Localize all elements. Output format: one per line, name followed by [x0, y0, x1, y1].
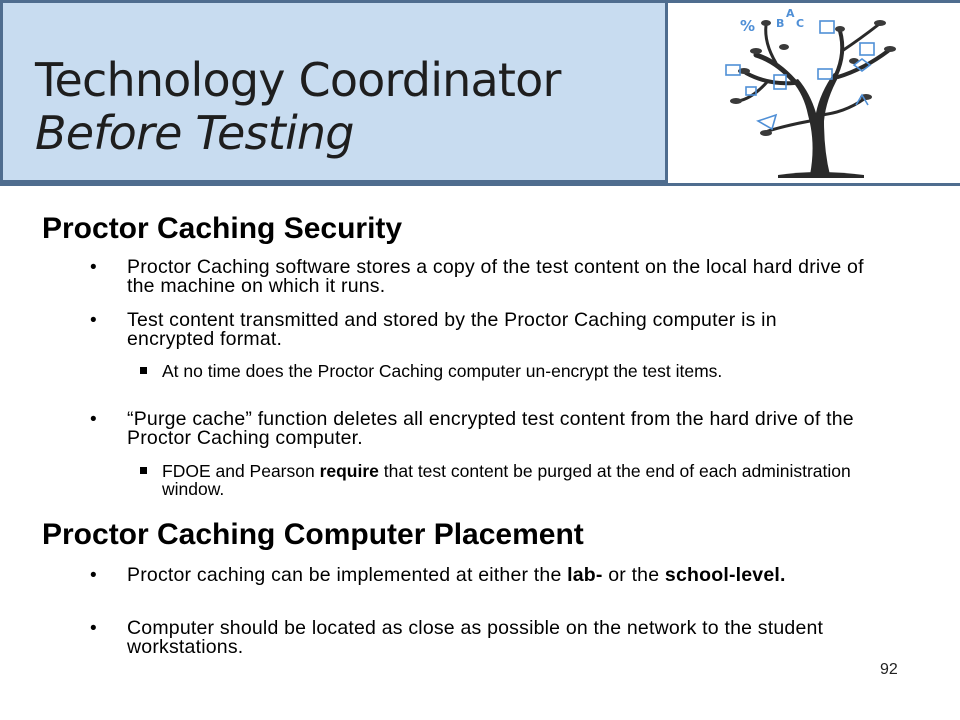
bullet-item [127, 566, 867, 585]
bullet-text: or the [602, 564, 665, 586]
bullet-item: • Proctor Caching software stores a copy of the test content on the local hard drive of the machine on which it runs. [127, 258, 867, 296]
bullet-item: • Test content transmitted and stored by the Proctor Caching computer is in encrypted format. [127, 311, 867, 349]
svg-text:A: A [786, 7, 795, 20]
bullet-item: • “Purge cache” function deletes all encrypted test content from the hard drive of the Proctor Caching computer. [127, 410, 867, 448]
bullet-emphasis: lab- [567, 564, 603, 586]
sub-bullet-item [162, 462, 862, 498]
sub-bullet-text: that test content be purged at the end of each administration window. [162, 461, 851, 499]
svg-text:C: C [796, 17, 805, 30]
bullet-emphasis: school-level. [664, 564, 786, 586]
slide-header [0, 0, 960, 186]
slide-title: Technology Coordinator [35, 53, 561, 107]
education-tree-icon [668, 3, 960, 186]
svg-text:B: B [776, 17, 785, 30]
page-number: 92 [880, 661, 898, 678]
sub-bullet-text: FDOE and Pearson [162, 461, 320, 481]
sub-bullet-emphasis: require [319, 461, 379, 481]
bullet-item: • Computer should be located as close as possible on the network to the student workstations. [127, 619, 867, 657]
svg-text:%: % [740, 17, 756, 35]
tree-graphic-panel [668, 0, 960, 183]
slide-subtitle: Before Testing [35, 106, 354, 160]
header-divider [0, 183, 960, 186]
section-heading-placement: Proctor Caching Computer Placement [42, 518, 584, 551]
sub-bullet-item: At no time does the Proctor Caching computer un-encrypt the test items. [162, 362, 862, 380]
section-heading-security: Proctor Caching Security [42, 212, 403, 245]
bullet-text: Proctor caching can be implemented at either the [127, 564, 568, 586]
title-band [0, 0, 668, 183]
